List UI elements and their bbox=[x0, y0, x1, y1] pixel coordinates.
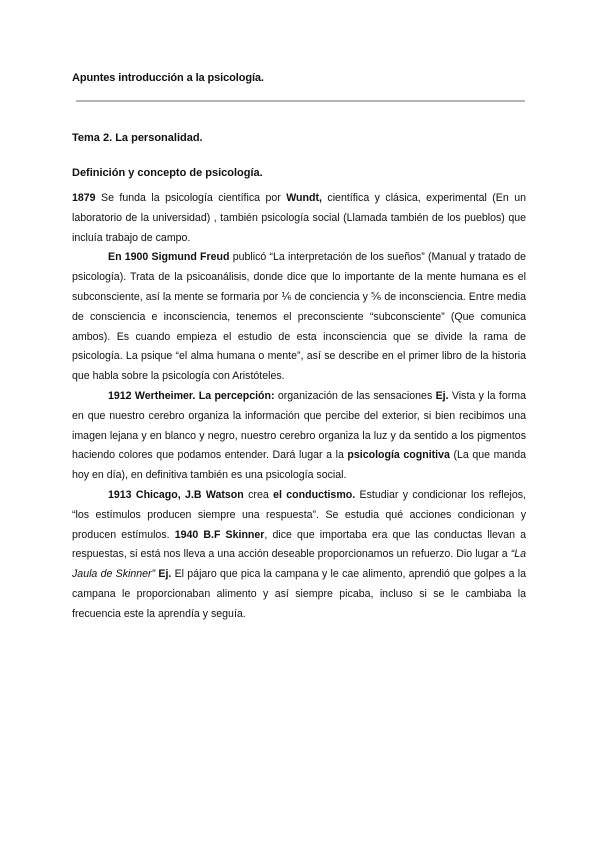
example-label: Ej. bbox=[435, 389, 449, 402]
cognitive-psychology-term: psicología cognitiva bbox=[347, 449, 450, 462]
paragraph-1913 bbox=[72, 486, 526, 625]
paragraph-text: Vista y la forma en que nuestro cerebro organiza la información que percibe del exterior, si bien recibimos una imagen lejana y en blanco y negro, nuestro cerebro organiza la luz y da sentido a los pigmentos haciendo colores que podamos entender. Dará lugar a la bbox=[72, 389, 526, 462]
paragraph-text: crea bbox=[243, 488, 274, 501]
skinner-box-term: “La Jaula de Skinner” bbox=[72, 548, 526, 581]
example-label: Ej. bbox=[158, 568, 172, 581]
wundt-name: Wundt, bbox=[286, 192, 322, 204]
paragraph-1912 bbox=[72, 387, 526, 486]
paragraph-text: (La que manda hoy en día), en definitiva también es una psicología social. bbox=[72, 449, 526, 482]
paragraph-text: , dice que importaba era que las conductas llevan a respuestas, si está nos lleva a una acción deseable proporcionamos un refuerzo. Dio lugar a bbox=[72, 528, 526, 561]
document-body bbox=[72, 189, 526, 625]
conductismo-term: el conductismo. bbox=[273, 488, 356, 501]
section-heading: Definición y concepto de psicología. bbox=[72, 167, 263, 179]
paragraph-1879 bbox=[72, 189, 526, 248]
year-1879: 1879 bbox=[72, 192, 96, 204]
topic-heading: Tema 2. La personalidad. bbox=[72, 132, 203, 144]
wertheimer-lead: 1912 Wertheimer. La percepción: bbox=[108, 389, 275, 402]
freud-lead: En 1900 Sigmund Freud bbox=[108, 251, 230, 264]
paragraph-text: científica y clásica, experimental (En un laboratorio de la universidad) , también psicología social (Llamada también de los pueblos) que incluía trabajo de campo. bbox=[72, 192, 526, 244]
paragraph-text: publicó “La interpretación de los sueños” (Manual y tratado de psicología). Trata de la psicoanálisis, donde dice que lo importante de la mente humana es el subconsciente, así la mente se formaria por ⅙ de conciencia y ⅚ de inconsciencia. Entre media de consciencia e inconsciencia, tenemos el preconsciente “subconsciente” (Que comunica ambos). Es cuando empieza el estudio de esta inconsciencia que se divide la rama de psicología. La psique “el alma humana o mente”, así se describe en el primer libro de la historia que habla sobre la psicología con Aristóteles. bbox=[72, 251, 526, 383]
paragraph-text: organización de las sensaciones bbox=[274, 389, 436, 402]
title-divider bbox=[76, 100, 525, 102]
paragraph-text: Estudiar y condicionar los reflejos, “los estímulos producen siempre una respuesta”. Se estudia qué acciones condicionan y producen estímulos. bbox=[72, 488, 526, 541]
paragraph-text: Se funda la psicología científica por bbox=[95, 192, 287, 204]
skinner-lead: 1940 B.F Skinner bbox=[174, 528, 265, 541]
paragraph-1900 bbox=[72, 248, 526, 387]
document-title: Apuntes introducción a la psicología. bbox=[72, 72, 264, 84]
watson-lead: 1913 Chicago, J.B Watson bbox=[108, 488, 244, 501]
paragraph-text: El pájaro que pica la campana y le cae alimento, aprendió que golpes a la campana le proporcionaban alimento y así siempre picaba, incluso si se le cambiaba la frecuencia este la aprendía y seguía. bbox=[72, 568, 526, 620]
